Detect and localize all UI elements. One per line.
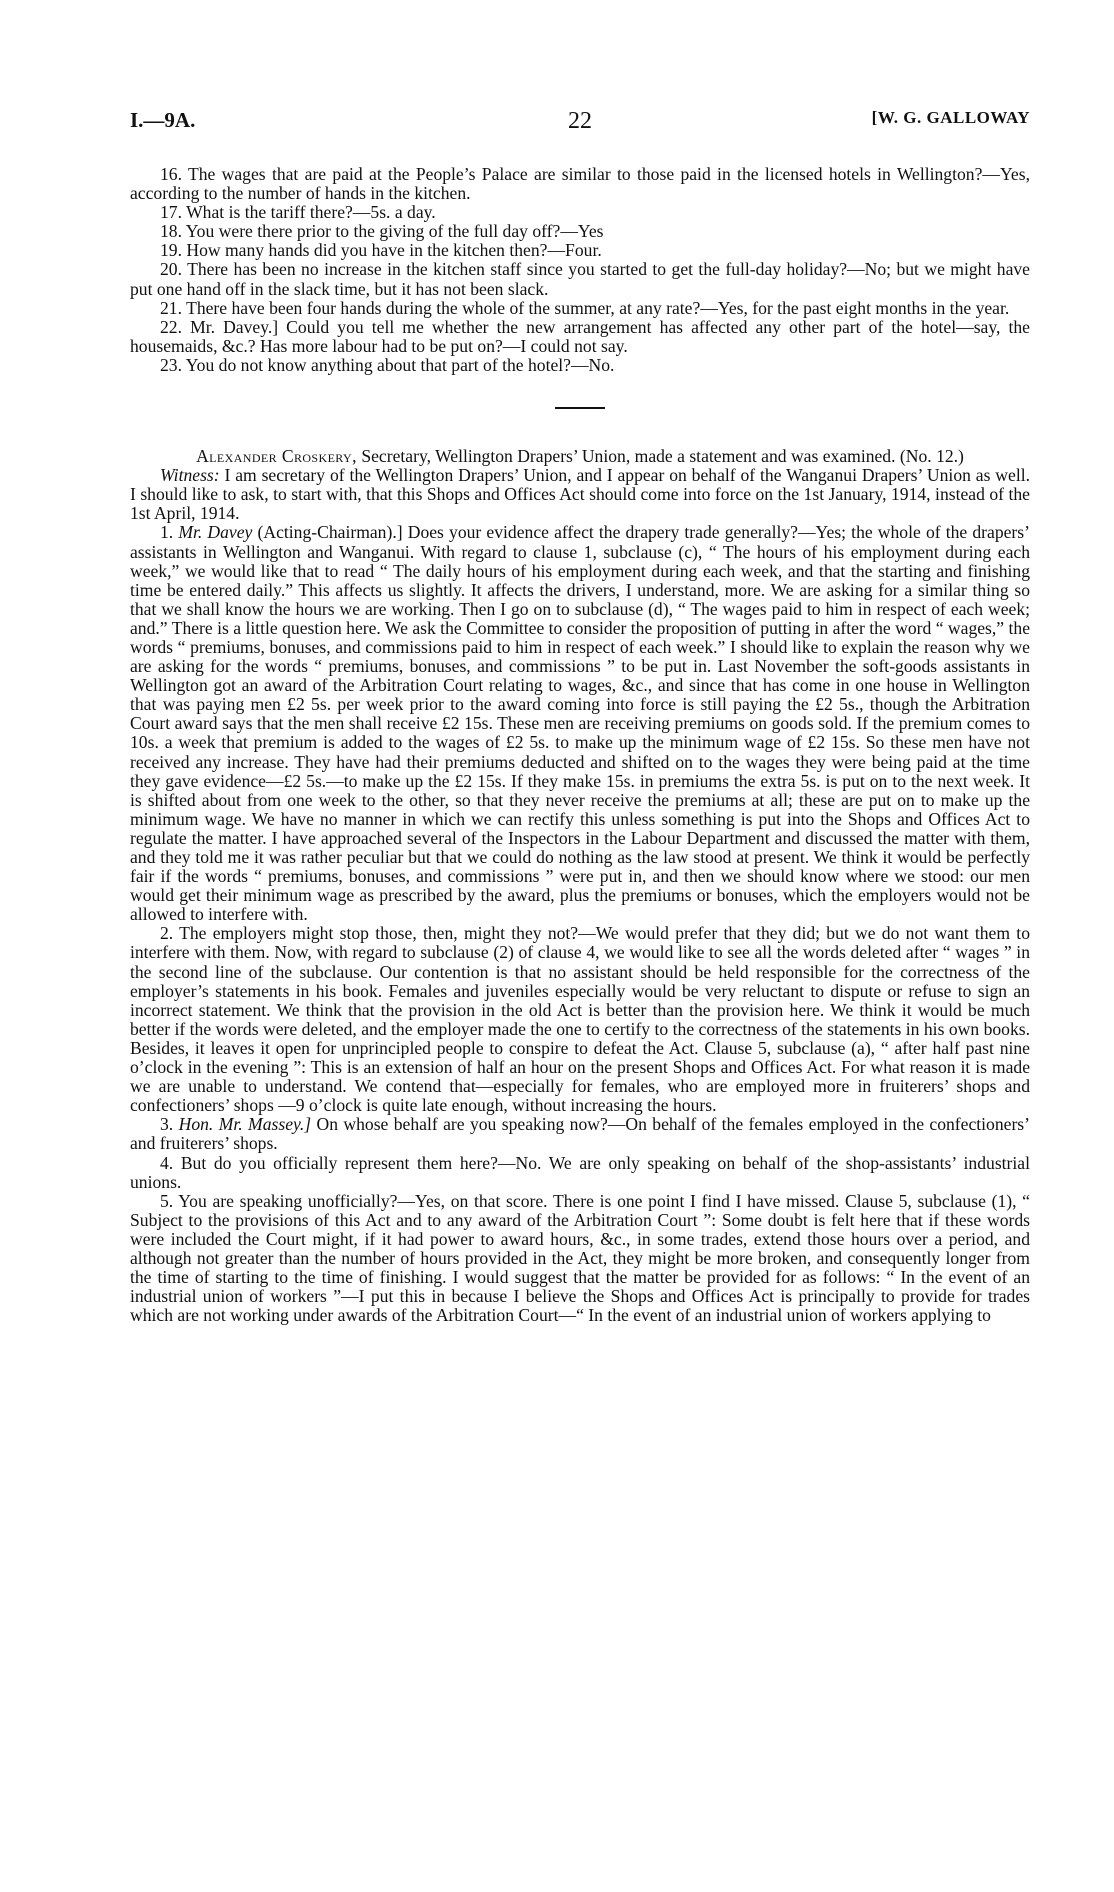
answer-text: Does your evidence affect the drapery trade generally?—Yes; the whole of the drapers’ assistants in Wellington and Wanganui. With regard to clause 1, subclause (c), “ The hours of his employment during each week,” we would like that to read “ The daily hours of his employment during each week, and that the starting and finishing time be entered daily.” This affects us slightly. It affects the drivers, I understand, more. We are asking for a similar thing so that we shall know the hours we are working. Then I go on to subclause (d), “ The wages paid to him in respect of each week; and.” There is a little question here. We ask the Committee to consider the proposition of putting in after the word “ wages,” the words “ premiums, bonuses, and commissions paid to him in respect of each week.” I should like to explain the reason why we are asking for the words “ premiums, bonuses, and commissions ” to be put in. Last November the soft-goods assistants in Wellington got an award of the Arbitration Court relating to wages, &c., and since that has come in one house in Wellington that was paying men £2 5s. per week prior to the award coming into force is still paying the £2 5s., though the Arbitration Court award says that the men shall receive £2 15s. These men are receiving premiums on goods sold. If the premium comes to 10s. a week that premium is added to the wages of £2 5s. to make up the minimum wage of £2 15s. So these men have not received any increase. They have had their premiums deducted and shifted on to the wages they were being paid at the time they gave evidence—£2 5s.—to make up the £2 15s. If they make 15s. in premiums the extra 5s. is put on to the next week. It is shifted about from one week to the other, so that they never receive the premiums at all; these are put on to make up the minimum wage. We have no manner in which we can rectify this unless something is put into the Shops and Offices Act to regulate the matter. I have approached several of the Inspectors in the Labour Department and discussed the matter with them, and they told me it was rather peculiar but that we could do nothing as the law stood at present. We think it would be perfectly fair if the words “ premiums, bonuses, and commissions ” were put in, and then we should know where we stood: our men would get their minimum wage as prescribed by the award, plus the premiums or bonuses, which the employers would not be allowed to interfere with.	[130, 522, 1030, 925]
witness-description: Secretary, Wellington Drapers’ Union, made a statement and was examined. (No. 12.)	[361, 446, 964, 467]
witness-statement	[130, 466, 1030, 523]
qa-paragraph: 18. You were there prior to the giving of the full day off?—Yes	[160, 221, 604, 242]
witness-label: Witness:	[160, 465, 220, 486]
qa-paragraph: 20. There has been no increase in the kitchen staff since you started to get the full-day holiday?—No; but we might have put one hand off in the slack time, but it has not been slack.	[130, 259, 1030, 299]
answer-text: On whose behalf are you speaking now?—On behalf of the females employed in the confectioners’ and fruiterers’ shops.	[130, 1114, 1031, 1154]
questioner-name: Hon. Mr. Massey.]	[178, 1114, 312, 1135]
witness-name: Alexander Croskery,	[196, 446, 357, 467]
document-reference: I.—9A.	[130, 108, 196, 132]
qa-paragraph-2: 2. The employers might stop those, then, might they not?—We would prefer that they did; but we do not want them to interfere with them. Now, with regard to subclause (2) of clause 4, we would like to see all the words deleted after “ wages ” in the second line of the subclause. Our contention is that no assistant should be held responsible for the correctness of the employer’s statements in his book. Females and juveniles especially would be very reluctant to dispute or refuse to sign an incorrect statement. We think that the provision in the old Act is better than the provision here. We think it would be much better if the words were deleted, and the employer made the one to certify to the correctness of the statements in his own books. Besides, it leaves it open for unprincipled people to conspire to defeat the Act. Clause 5, subclause (a), “ after half past nine o’clock in the evening ”: This is an extension of half an hour on the present Shops and Offices Act. For what reason it is made we are unable to understand. We contend that—especially for females, who are employed more in fruiterers’ shops and confectioners’ shops —9 o’clock is quite late enough, without increasing the hours.	[130, 923, 1030, 1116]
page-number: 22	[568, 108, 592, 134]
document-body	[130, 165, 1030, 1325]
question-number: 1.	[160, 522, 174, 543]
section-divider	[555, 407, 605, 409]
qa-paragraph-3	[130, 1115, 1030, 1153]
qa-paragraph: 22. Mr. Davey.] Could you tell me whether the new arrangement has affected any other part of the hotel—say, the housemaids, &c.? Has more labour had to be put on?—I could not say.	[130, 316, 1030, 356]
qa-paragraph: 19. How many hands did you have in the kitchen then?—Four.	[160, 240, 602, 261]
questioner-role: (Acting-Chairman).]	[257, 522, 403, 543]
witness-heading	[130, 447, 1030, 466]
page-header	[130, 108, 1030, 138]
qa-paragraph-4: 4. But do you officially represent them here?—No. We are only speaking on behalf of the shop-assistants’ industrial unions.	[130, 1152, 1030, 1192]
witness-running-head: [W. G. GALLOWAY	[871, 108, 1030, 127]
questioner-name: Mr. Davey	[178, 522, 253, 543]
qa-paragraph-5: 5. You are speaking unofficially?—Yes, on that score. There is one point I find I have missed. Clause 5, subclause (1), “ Subject to the provisions of this Act and to any award of the Arbitration Court ”: Some doubt is felt here that if these words were included the Court might, if it had power to award hours, &c., in some trades, extend those hours over a period, and although not greater than the number of hours provided in the Act, they might be more broken, and consequently longer from the time of starting to the time of finishing. I would suggest that the matter be provided for as follows: “ In the event of an industrial union of workers ”—I put this in because I believe the Shops and Offices Act is principally to provide for trades which are not working under awards of the Arbitration Court—“ In the event of an industrial union of workers applying to	[130, 1190, 1030, 1326]
qa-paragraph-1	[130, 523, 1030, 924]
qa-paragraph: 23. You do not know anything about that part of the hotel?—No.	[160, 354, 615, 375]
witness-statement-text: I am secretary of the Wellington Drapers’ Union, and I appear on behalf of the Wanganui Drapers’ Union as well. I should like to ask, to start with, that this Shops and Offices Act should come into force on the 1st January, 1914, instead of the 1st April, 1914.	[130, 465, 1030, 524]
qa-paragraph: 16. The wages that are paid at the People’s Palace are similar to those paid in the licensed hotels in Wellington?—Yes, according to the number of hands in the kitchen.	[130, 164, 1030, 204]
qa-paragraph: 21. There have been four hands during the whole of the summer, at any rate?—Yes, for the past eight months in the year.	[160, 297, 1010, 318]
qa-paragraph: 17. What is the tariff there?—5s. a day.	[160, 202, 436, 223]
question-number: 3.	[160, 1114, 174, 1135]
